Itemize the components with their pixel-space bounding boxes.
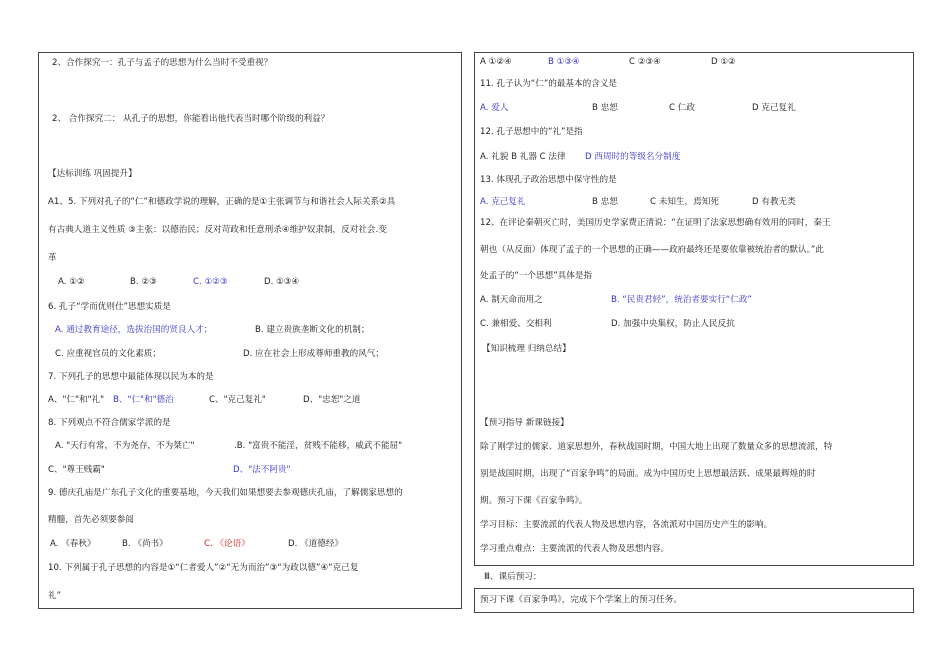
question-13-option-b: B 忠恕 [592, 197, 618, 207]
question-5-option-d: D. ①③④ [264, 277, 300, 287]
after-class-title: Ⅲ、课后预习： [484, 572, 542, 582]
section-title-knowledge: 【知识梳理 归纳总结】 [482, 344, 571, 354]
learning-goal: 学习目标：主要流派的代表人物及思想内容，各流派对中国历史产生的影响。 [480, 520, 773, 530]
preview-line2: 别是战国时期，出现了“百家争鸣”的局面。成为中国历史上思想最活跃、成果最辉煌的时 [480, 469, 816, 479]
question-12b-line3: 处孟子的“一个思想”具体是指 [480, 271, 593, 281]
question-12b-line1: 12、在评论秦朝灭亡时，美国历史学家费正清说：“在证明了法家思想确有效用的同时，秦王 [480, 218, 831, 228]
question-12a: 12. 孔子思想中的“礼”是指 [480, 127, 583, 137]
question-6-option-b: B. 建立贵族垄断文化的机制； [255, 325, 370, 335]
question-13-option-d: D 有教无类 [752, 197, 796, 207]
section-title-preview: 【预习指导 新课链接】 [480, 418, 569, 428]
question-9-line1: 9. 德庆孔庙是广东孔子文化的重要基地，今天我们如果想要去参观德庆孔庙，了解儒家思想的 [48, 488, 403, 498]
question-8-option-b: .B. "富贵不能淫，贫贱不能移，威武不能屈" [234, 441, 403, 451]
question-5-line3: 革 [48, 253, 57, 263]
question-8-option-c: C、"尊王贱霸" [48, 465, 105, 475]
question-12b-option-c: C. 兼相爱、交相利 [480, 319, 552, 329]
question-6: 6. 孔子“学而优则仕”思想实质是 [48, 302, 171, 312]
question-2a: 2、合作探究一：孔子与孟子的思想为什么当时不受重视？ [52, 58, 273, 68]
preview-line3: 期。预习下课《百家争鸣》。 [480, 496, 588, 506]
question-5-option-c: C. ①②③ [193, 277, 228, 287]
question-5-option-b: B. ②③ [130, 277, 157, 287]
question-12b-option-b: B. “民贵君轻”，统治者要实行“仁政” [611, 295, 752, 305]
question-7-option-c: C、"克己复礼" [209, 395, 266, 405]
question-7-option-a: A、"仁"和"礼" [48, 395, 105, 405]
question-9-line2: 精髓，首先必须要参阅 [48, 515, 134, 525]
question-7-option-d: D、"忠恕"之道 [303, 395, 361, 405]
key-points: 学习重点难点：主要流派的代表人物及思想内容。 [480, 544, 670, 554]
section-title-practice: 【达标训练 巩固提升】 [48, 169, 137, 179]
question-12b-line2: 朝也（从反面）体现了孟子的一个思想的正确——政府最终还是要依靠被统治者的默认。”此 [480, 245, 824, 255]
question-11-option-c: C 仁政 [669, 103, 695, 113]
question-10-option-a: A ①②④ [480, 57, 512, 67]
question-11-option-d: D 克己复礼 [752, 103, 796, 113]
question-12a-options-abc: A. 礼貌 B 礼器 C 法律 [480, 152, 566, 162]
question-7-option-b: B、"仁"和"德治 [113, 395, 174, 405]
question-5-line1: A1、5. 下列对孔子的“仁”和德政学说的理解，正确的是①主张调节与和谐社会人际关系②具 [48, 197, 396, 207]
question-9-option-d: D. 《道德经》 [288, 539, 344, 549]
question-9-option-a: A. 《春秋》 [50, 539, 96, 549]
question-5-line2: 有古典人道主义性质 ③主张：以德治民；反对苛政和任意刑杀④维护奴隶制，反对社会.变 [48, 225, 387, 235]
question-13-option-a: A. 克己复礼 [480, 197, 526, 207]
question-5-option-a: A. ①② [58, 277, 85, 287]
question-11: 11. 孔子认为“仁”的最基本的含义是 [480, 79, 618, 89]
question-13: 13. 体现孔子政治思想中保守性的是 [480, 175, 617, 185]
preview-line1: 除了刚学过的儒家、道家思想外，春秋战国时期，中国大地上出现了数量众多的思想流派，特 [480, 442, 833, 452]
question-10-line2: 礼” [48, 591, 62, 601]
question-8-option-d: D、"法不阿贵" [233, 465, 291, 475]
question-12a-option-d: D 西周时的等级名分制度 [585, 152, 681, 162]
question-6-option-d: D. 应在社会上形成尊师重教的风气； [243, 349, 384, 359]
question-12b-option-d: D. 加强中央集权，防止人民反抗 [611, 319, 735, 329]
question-10-option-b: B ①③④ [548, 57, 580, 67]
question-10-option-c: C ②③④ [629, 57, 661, 67]
question-7: 7. 下列孔子的思想中最能体现以民为本的是 [48, 372, 214, 382]
question-13-option-c: C 未知生，焉知死 [650, 197, 719, 207]
question-6-option-a: A. 通过教育途径，选拔治国的贤良人才； [55, 325, 213, 335]
question-11-option-a: A. 爱人 [480, 103, 509, 113]
after-class-text: 预习下课《百家争鸣》，完成下个学案上的预习任务。 [480, 595, 682, 605]
question-11-option-b: B 忠恕 [592, 103, 618, 113]
question-10-option-d: D ①② [711, 57, 736, 67]
question-9-option-b: B. 《尚书》 [122, 539, 168, 549]
question-8-option-a: A. "天行有常，不为尧存，不为桀亡" [55, 441, 195, 451]
question-6-option-c: C. 应重视官员的文化素质； [55, 349, 161, 359]
question-10-line1: 10. 下列属于孔子思想的内容是①“仁者爱人”②“无为而治”③“为政以德”④“克己复 [48, 563, 359, 573]
question-2b: 2、 合作探究二： 从孔子的思想，你能看出他代表当时哪个阶级的利益？ [52, 114, 330, 124]
question-8: 8. 下列观点不符合儒家学派的是 [48, 418, 171, 428]
question-12b-option-a: A. 制天命而用之 [480, 295, 543, 305]
question-9-option-c: C. 《论语》 [204, 539, 250, 549]
